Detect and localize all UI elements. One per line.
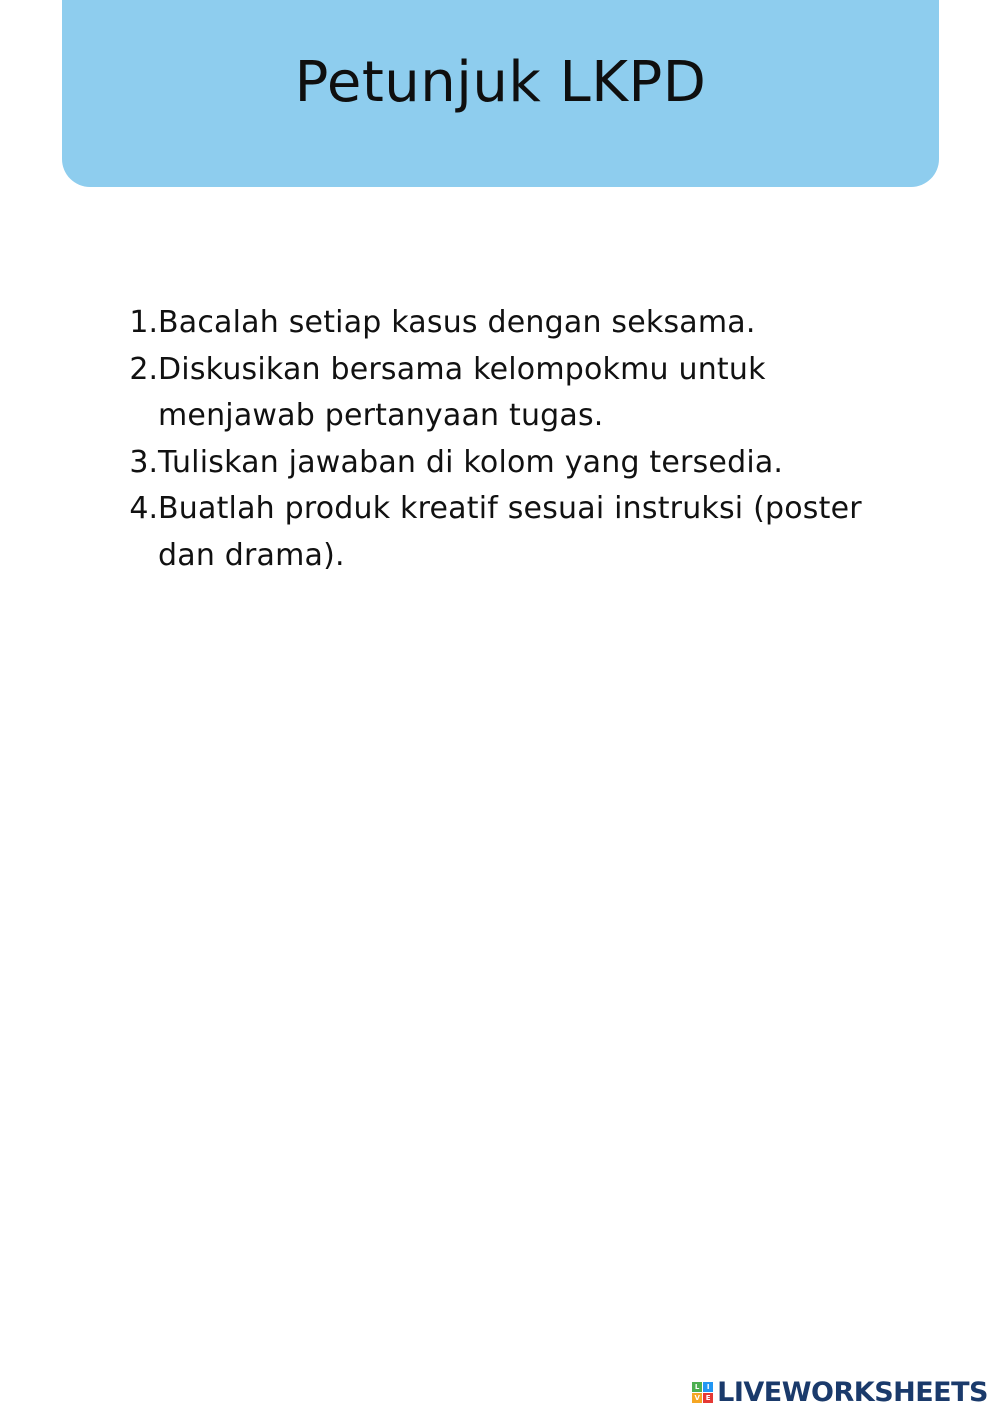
instruction-list xyxy=(110,300,890,579)
item-number: 1. xyxy=(129,305,158,340)
item-text: Bacalah setiap kasus dengan seksama. xyxy=(158,305,756,340)
logo-square-i: I xyxy=(703,1382,713,1392)
list-item xyxy=(110,300,890,347)
item-number: 4. xyxy=(129,491,158,526)
item-text: Diskusikan bersama kelompokmu untuk menjawab pertanyaan tugas. xyxy=(158,351,766,433)
list-item xyxy=(110,347,890,440)
brand-name: LIVEWORKSHEETS xyxy=(717,1377,988,1408)
liveworksheets-logo-icon xyxy=(692,1382,713,1403)
header-card xyxy=(62,0,939,187)
list-item xyxy=(110,486,890,579)
logo-square-v: V xyxy=(692,1393,702,1403)
item-number: 2. xyxy=(129,351,158,387)
list-item xyxy=(110,440,890,487)
item-text: Buatlah produk kreatif sesuai instruksi (poster dan drama). xyxy=(158,491,862,573)
logo-square-l: L xyxy=(692,1382,702,1392)
item-text: Tuliskan jawaban di kolom yang tersedia. xyxy=(158,444,784,480)
brand-watermark[interactable] xyxy=(692,1377,988,1408)
logo-square-e: E xyxy=(703,1393,713,1403)
item-number: 3. xyxy=(129,444,158,480)
page-title: Petunjuk LKPD xyxy=(294,50,707,115)
